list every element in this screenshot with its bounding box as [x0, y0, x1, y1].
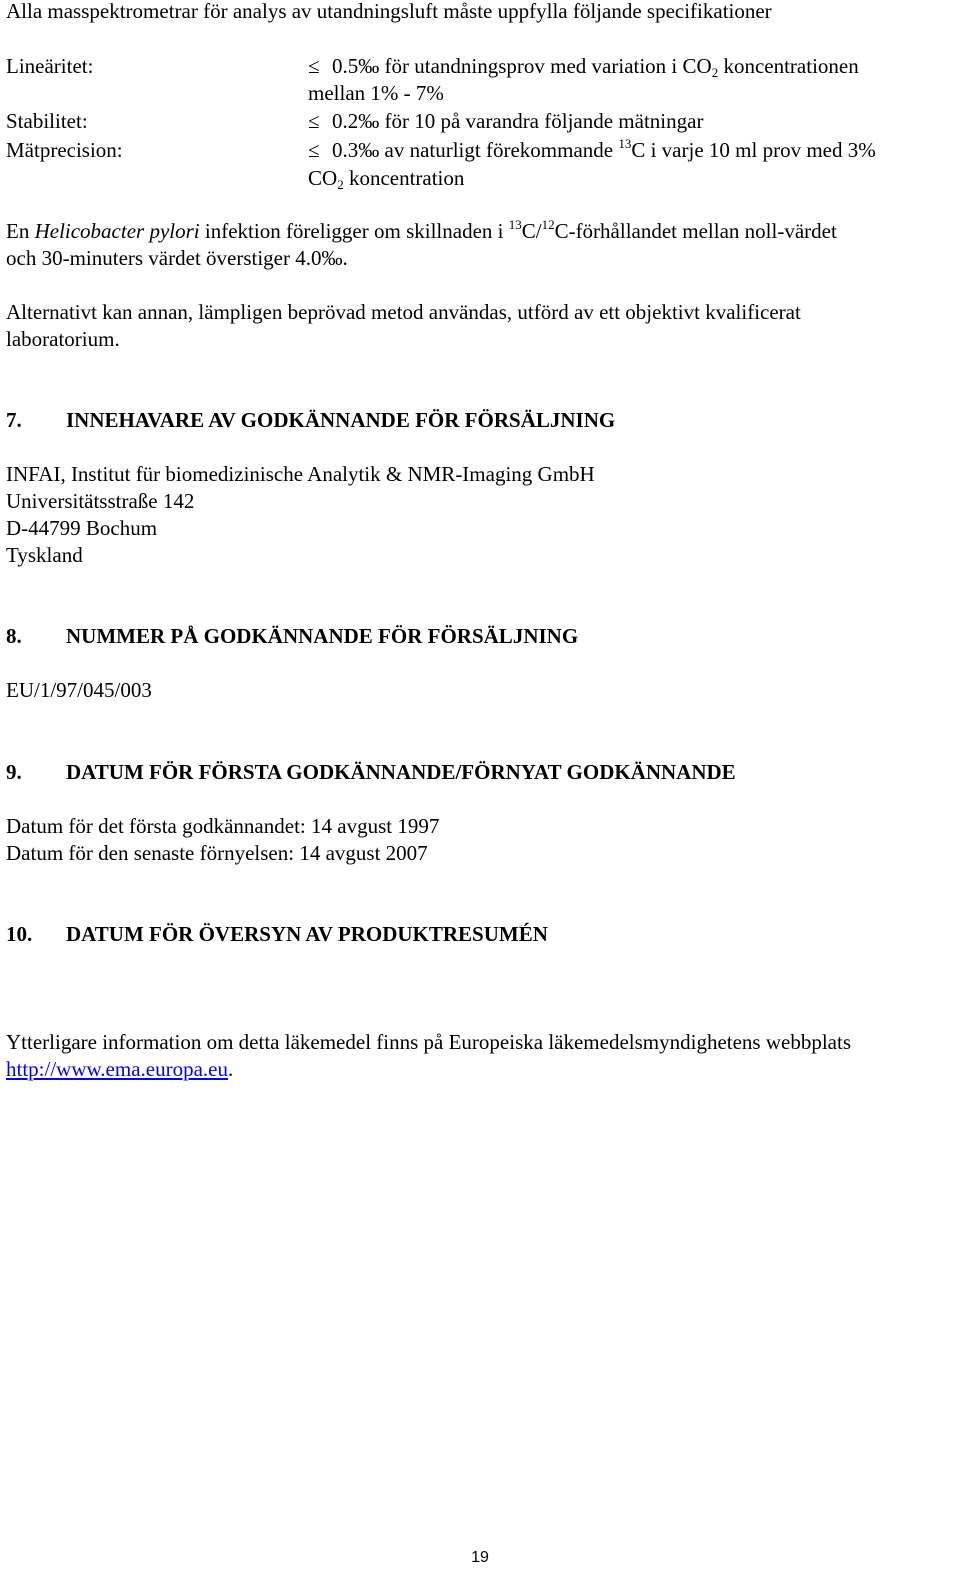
- infection-paragraph-line2: och 30-minuters värdet överstiger 4.0‰.: [6, 246, 348, 270]
- less-equal-symbol: ≤: [308, 138, 320, 162]
- page-number: 19: [471, 1549, 489, 1566]
- alternative-paragraph-line1: Alternativt kan annan, lämpligen beprövad metod användas, utförd av ett objektivt kvalificerat: [6, 300, 801, 324]
- section-title: DATUM FÖR FÖRSTA GODKÄNNANDE/FÖRNYAT GODKÄNNANDE: [66, 760, 736, 784]
- alternative-paragraph-line2: laboratorium.: [6, 327, 120, 351]
- latest-renewal-date: Datum för den senaste förnyelsen: 14 avgust 2007: [6, 841, 428, 865]
- less-equal-symbol: ≤: [308, 54, 320, 78]
- further-info-link-line: http://www.ema.europa.eu.: [6, 1057, 234, 1081]
- spec-label-linearity: Lineäritet:: [6, 54, 94, 78]
- intro-text: Alla masspektrometrar för analys av utandningsluft måste uppfylla följande specifikationer: [6, 0, 772, 23]
- holder-country: Tyskland: [6, 543, 83, 567]
- section-number: 8.: [6, 624, 22, 648]
- spec-value-precision: ≤ 0.3‰ av naturligt förekommande $^{13}$C i varje 10 ml prov med 3%: [308, 136, 876, 162]
- spec-value-linearity-line2: mellan 1% - 7%: [308, 81, 444, 105]
- authorisation-number: EU/1/97/045/003: [6, 678, 152, 702]
- spec-label-stability: Stabilitet:: [6, 109, 88, 133]
- spec-value-linearity: ≤ 0.5‰ för utandningsprov med variation i $CO_2$ koncentrationen: [308, 54, 859, 80]
- section-9-heading: [6, 759, 736, 786]
- section-title: DATUM FÖR ÖVERSYN AV PRODUKTRESUMÉN: [66, 922, 548, 946]
- section-number: 10.: [6, 922, 33, 946]
- section-title: INNEHAVARE AV GODKÄNNANDE FÖR FÖRSÄLJNING: [66, 408, 616, 432]
- section-10-heading: [6, 921, 548, 948]
- section-number: 9.: [6, 760, 22, 784]
- less-equal-symbol: ≤: [308, 109, 320, 133]
- section-8-heading: [6, 623, 578, 650]
- section-7-heading: [6, 407, 615, 434]
- spec-value-precision-line2: $CO_2$ koncentration: [308, 166, 465, 192]
- section-number: 7.: [6, 408, 22, 432]
- holder-name: INFAI, Institut für biomedizinische Analytik & NMR-Imaging GmbH: [6, 462, 595, 486]
- ema-website-link[interactable]: http://www.ema.europa.eu: [6, 1057, 228, 1081]
- first-authorisation-date: Datum för det första godkännandet: 14 avgust 1997: [6, 814, 440, 838]
- spec-value-stability: ≤ 0.2‰ för 10 på varandra följande mätningar: [308, 109, 704, 133]
- section-title: NUMMER PÅ GODKÄNNANDE FÖR FÖRSÄLJNING: [66, 624, 579, 648]
- holder-city: D-44799 Bochum: [6, 516, 158, 540]
- spec-label-precision: Mätprecision:: [6, 138, 123, 162]
- further-info-text: Ytterligare information om detta läkemedel finns på Europeiska läkemedelsmyndighetens webbplats: [6, 1030, 851, 1054]
- holder-street: Universitätsstraße 142: [6, 489, 195, 513]
- infection-paragraph-line1: En Helicobacter pylori infektion föreligger om skillnaden i $^{13}$C/$^{12}$C-förhållandet mellan noll-värdet: [6, 217, 837, 243]
